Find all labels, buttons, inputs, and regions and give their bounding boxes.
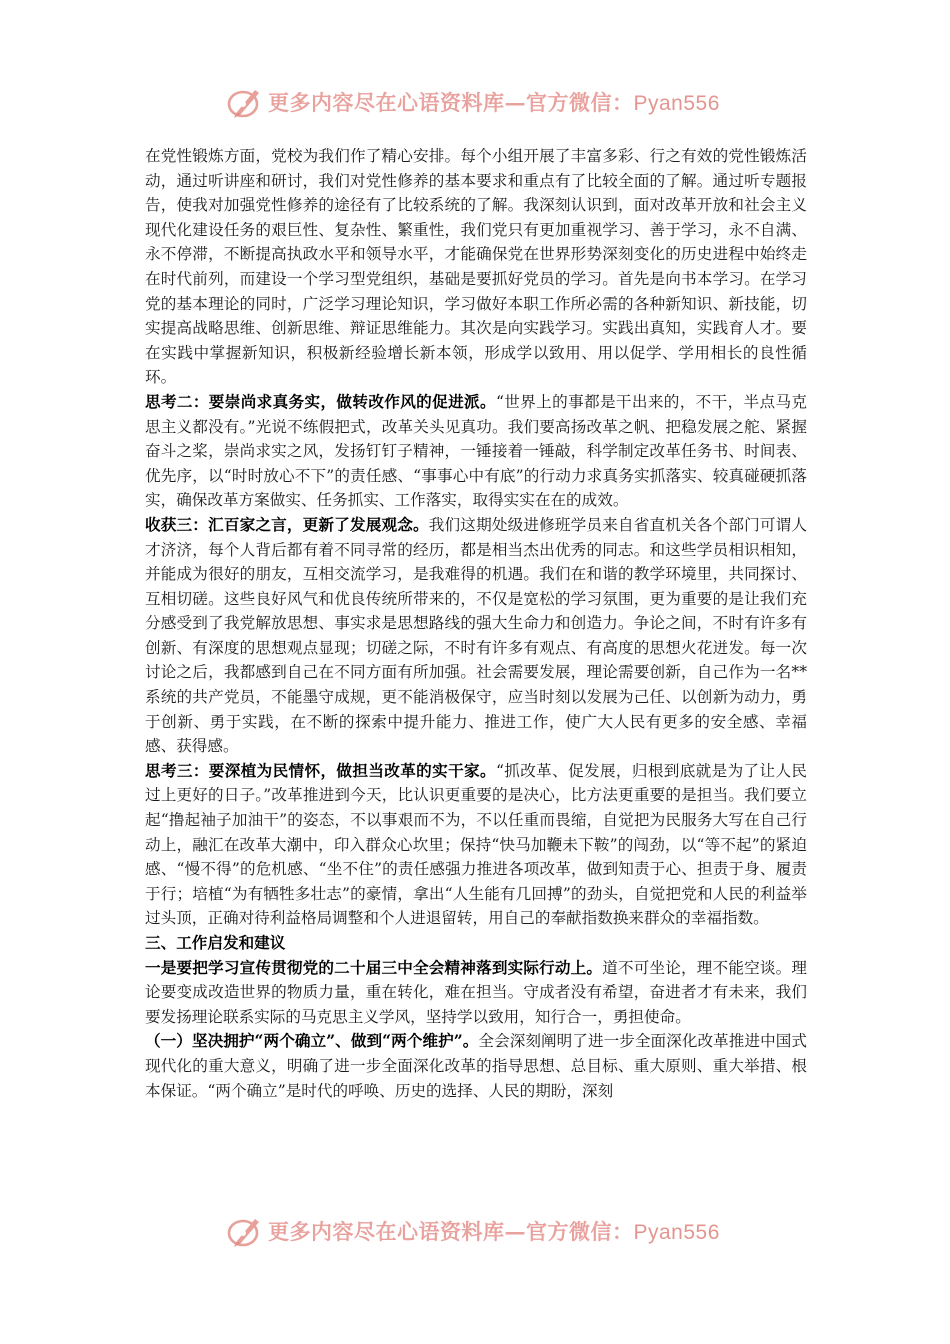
paragraph-heading: （一）坚决拥护“两个确立”、做到“两个维护”。 xyxy=(145,1031,479,1051)
banner-label-text: 官方微信： xyxy=(526,90,634,115)
footer-banner xyxy=(226,1212,746,1252)
paragraph xyxy=(145,144,807,390)
paragraph xyxy=(145,1029,807,1103)
paragraph-heading: 一是要把学习宣传贯彻党的二十届三中全会精神落到实际行动上。 xyxy=(145,957,603,977)
banner-text xyxy=(268,87,720,117)
paragraph xyxy=(145,956,807,1030)
paragraph-text: 全会深刻阐明了进一步全面深化改革推进中国式现代化的重大意义，明确了进一步全面深化改革的指导思想、总目标、重大原则、重大举措、根本保证。“两个确立”是时代的呼唤、历史的选择、人民的期盼，深刻 xyxy=(145,1032,807,1100)
paragraph-text: 在党性锻炼方面，党校为我们作了精心安排。每个小组开展了丰富多彩、行之有效的党性锻炼活动，通过听讲座和研讨，我们对党性修养的基本要求和重点有了比较全面的了解。通过听专题报告，使我对加强党性修养的途径有了比较系统的了解。我深刻认识到，面对改革开放和社会主义现代化建设任务的艰巨性、复杂性、繁重性，我们党只有更加重视学习、善于学习，永不自满、永不停滞，不断提高执政水平和领导水平，才能确保党在世界形势深刻变化的历史进程中始终走在时代前列，而建设一个学习型党组织，基础是要抓好党员的学习。首先是向书本学习。在学习党的基本理论的同时，广泛学习理论知识，学习做好本职工作所必需的各种新知识、新技能，切实提高战略思维、创新思维、辩证思维能力。其次是向实践学习。实践出真知，实践育人才。要在实践中掌握新知识，积极新经验增长新本领，形成学以致用、用以促学、学用相长的良性循环。 xyxy=(145,147,807,387)
banner-text xyxy=(268,1216,720,1246)
pen-logo-icon xyxy=(226,1214,264,1250)
paragraph-heading: 思考二：要崇尚求真务实，做转改作风的促进派。 xyxy=(145,391,496,411)
paragraph-text: “世界上的事都是干出来的，不干，半点马克思主义都没有。”光说不练假把式，改革关头见真功。我们要高扬改革之帆、把稳发展之舵、紧握奋斗之桨，崇尚求实之风，发扬钉钉子精神，一锤接着一锤敲，科学制定改革任务书、时间表、优先序，以“时时放心不下”的责任感、“事事心中有底”的行动力求真务实抓落实、较真碰硬抓落实，确保改革方案做实、任务抓实、工作落实，取得实实在在的成效。 xyxy=(145,392,807,510)
section-heading-text: 三、工作启发和建议 xyxy=(145,933,286,952)
paragraph-text: “抓改革、促发展，归根到底就是为了让人民过上更好的日子。”改革推进到今天，比认识更重要的是决心，比方法更重要的是担当。我们要立起“撸起袖子加油干”的姿态，不以事艰而不为，不以任重而畏缩，自觉把为民服务大写在自己行动上，融汇在改革大潮中，印入群众心坎里；保持“快马加鞭未下鞍”的闯劲，以“等不起”的紧迫感、“慢不得”的危机感、“坐不住”的责任感强力推进各项改革，做到知责于心、担责于身、履责于行；培植“为有牺牲多壮志”的豪情，拿出“人生能有几回搏”的劲头，自觉把党和人民的利益举过头顶，正确对待利益格局调整和个人进退留转，用自己的奉献指数换来群众的幸福指数。 xyxy=(145,761,807,928)
banner-main-text: 更多内容尽在心语资料库— xyxy=(268,1219,526,1244)
paragraph-text: 我们这期处级进修班学员来自省直机关各个部门可谓人才济济，每个人背后都有着不同寻常的经历，都是相当杰出优秀的同志。和这些学员相识相知，并能成为很好的朋友，互相交流学习，是我难得的机遇。我们在和谐的教学环境里，共同探讨、互相切磋。这些良好风气和优良传统所带来的，不仅是宽松的学习氛围，更为重要的是让我们充分感受到了我党解放思想、事实求是思想路线的强大生命力和创造力。争论之间，不时有许多有创新、有深度的思想观点显现；切磋之际，不时有许多有观点、有高度的思想火花迸发。每一次讨论之后，我都感到自己在不同方面有所加强。社会需要发展，理论需要创新，自己作为一名**系统的共产党员，不能墨守成规，更不能消极保守，应当时刻以发展为己任、以创新为动力，勇于创新、勇于实践，在不断的探索中提升能力、推进工作，使广大人民有更多的安全感、幸福感、获得感。 xyxy=(145,515,807,756)
banner-main-text: 更多内容尽在心语资料库— xyxy=(268,90,526,115)
body-content xyxy=(145,144,807,1103)
paragraph-text: 道不可坐论，理不能空谈。理论要变成改造世界的物质力量，重在转化，难在担当。守成者没有希望，奋进者才有未来，我们要发扬理论联系实际的马克思主义学风，坚持学以致用，知行合一，勇担使命。 xyxy=(145,958,807,1026)
section-heading xyxy=(145,931,807,956)
paragraph xyxy=(145,390,807,513)
paragraph xyxy=(145,513,807,759)
paragraph xyxy=(145,759,807,931)
banner-label-text: 官方微信： xyxy=(526,1219,634,1244)
paragraph-heading: 思考三：要深植为民情怀，做担当改革的实干家。 xyxy=(145,760,496,780)
paragraph-heading: 收获三：汇百家之言，更新了发展观念。 xyxy=(145,514,429,534)
header-banner xyxy=(226,83,746,123)
pen-logo-icon xyxy=(226,85,264,121)
banner-wechat-id: Pyan556 xyxy=(633,92,720,115)
banner-wechat-id: Pyan556 xyxy=(633,1221,720,1244)
